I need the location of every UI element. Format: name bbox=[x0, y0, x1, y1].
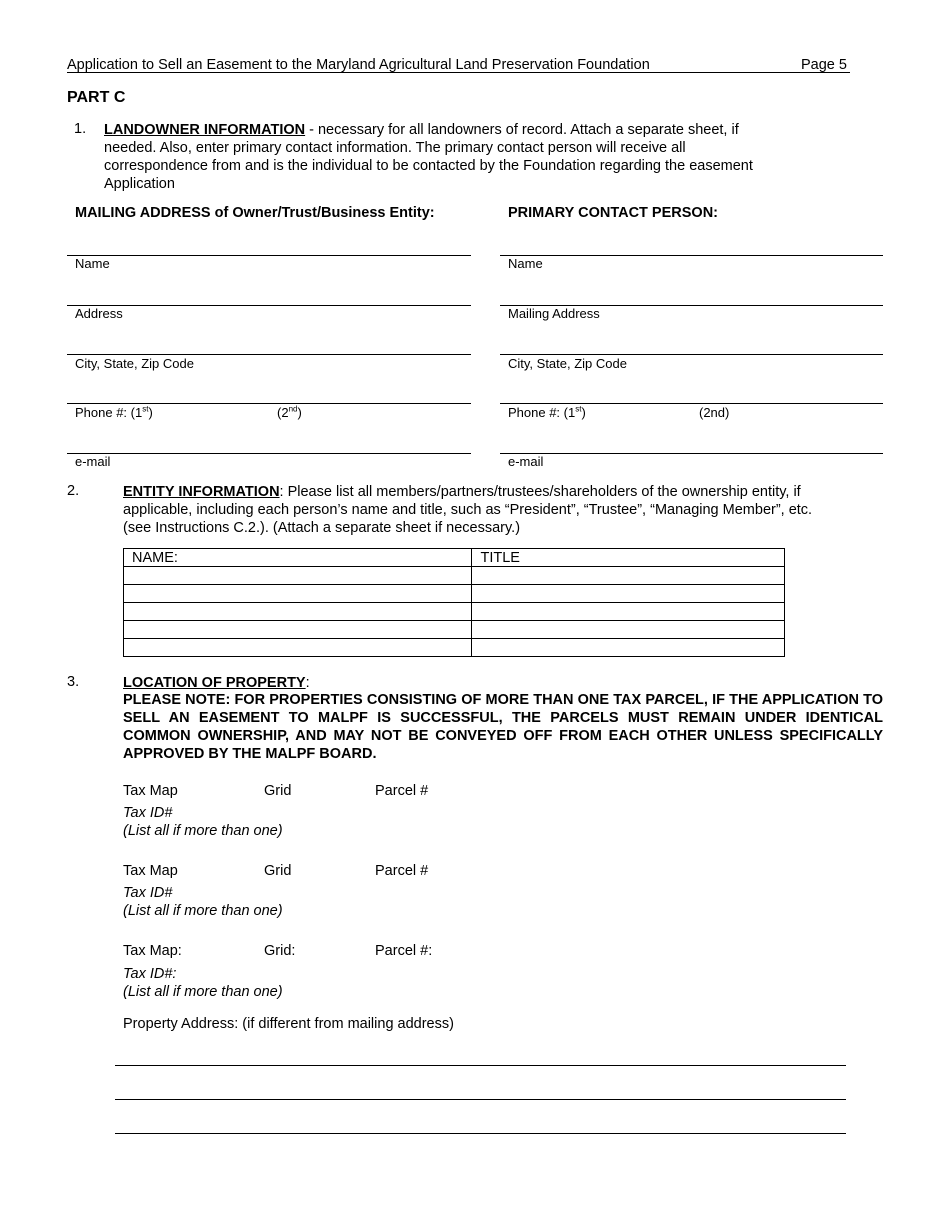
owner-email-field[interactable] bbox=[67, 453, 471, 454]
parcel-label: Parcel # bbox=[375, 783, 429, 799]
table-row bbox=[124, 603, 785, 621]
column-header-name: NAME: bbox=[124, 549, 472, 567]
section1-text-line1: - necessary for all landowners of record. Attach a separate sheet, if bbox=[305, 122, 739, 138]
name-cell[interactable] bbox=[124, 567, 472, 585]
section1-text-line2: needed. Also, enter primary contact information. The primary contact person will receive all bbox=[104, 140, 686, 156]
section2-text-line3: (see Instructions C.2.). (Attach a separate sheet if necessary.) bbox=[123, 520, 521, 536]
section2-number: 2. bbox=[67, 483, 80, 499]
section1-text-line4: Application bbox=[104, 176, 175, 192]
section1-heading: LANDOWNER INFORMATION bbox=[104, 122, 306, 138]
contact-city-label: City, State, Zip Code bbox=[508, 356, 627, 371]
document-header-title: Application to Sell an Easement to the Maryland Agricultural Land Preservation Foundation bbox=[67, 57, 650, 73]
owner-phone1-label: Phone #: (1st) bbox=[75, 404, 153, 420]
owner-mailing-heading: MAILING ADDRESS of Owner/Trust/Business Entity: bbox=[75, 205, 435, 221]
contact-phone-field[interactable] bbox=[500, 403, 883, 404]
owner-address-field[interactable] bbox=[67, 305, 471, 306]
property-address-line[interactable] bbox=[115, 1133, 846, 1134]
page-number: Page 5 bbox=[801, 57, 847, 73]
table-row bbox=[124, 621, 785, 639]
owner-name-label: Name bbox=[75, 256, 110, 271]
header-divider bbox=[67, 72, 850, 73]
parcel-label: Parcel #: bbox=[375, 943, 433, 959]
entity-members-table bbox=[123, 548, 785, 657]
title-cell[interactable] bbox=[472, 603, 785, 621]
tax-id-label: Tax ID# bbox=[123, 885, 173, 901]
contact-phone1-label: Phone #: (1st) bbox=[508, 404, 586, 420]
section3-heading: LOCATION OF PROPERTY bbox=[123, 675, 306, 691]
title-cell[interactable] bbox=[472, 567, 785, 585]
grid-label: Grid bbox=[264, 863, 292, 879]
owner-phone-field[interactable] bbox=[67, 403, 471, 404]
name-cell[interactable] bbox=[124, 603, 472, 621]
contact-name-field[interactable] bbox=[500, 255, 883, 256]
owner-phone2-label: (2nd) bbox=[277, 404, 302, 420]
section2-text-line1: : Please list all members/partners/trustees/shareholders of the ownership entity, if bbox=[279, 484, 801, 500]
table-row bbox=[124, 639, 785, 657]
table-row bbox=[124, 567, 785, 585]
section1-text-line3: correspondence from and is the individual to be contacted by the Foundation regarding the easement bbox=[104, 158, 753, 174]
part-title: PART C bbox=[67, 89, 126, 106]
name-cell[interactable] bbox=[124, 639, 472, 657]
tax-map-label: Tax Map bbox=[123, 863, 178, 879]
section2-heading: ENTITY INFORMATION bbox=[123, 484, 280, 500]
owner-email-label: e-mail bbox=[75, 454, 111, 469]
property-address-label: Property Address: (if different from mailing address) bbox=[123, 1016, 454, 1032]
property-address-line[interactable] bbox=[115, 1099, 846, 1100]
contact-city-field[interactable] bbox=[500, 354, 883, 355]
tax-id-label: Tax ID# bbox=[123, 805, 173, 821]
parcel-ownership-note: PLEASE NOTE: FOR PROPERTIES CONSISTING OF MORE THAN ONE TAX PARCEL, IF THE APPLICATION TO SELL AN EASEMENT TO MALPF IS SUCCESSFUL, THE PARCELS MUST REMAIN UNDER IDENTICAL COMMON OWNERSHIP, AND MAY NOT BE CONVEYED OFF FROM EACH OTHER UNLESS SPECIFICALLY APPROVED BY THE MALPF BOARD. bbox=[123, 692, 883, 762]
list-all-note: (List all if more than one) bbox=[123, 984, 283, 1000]
owner-city-label: City, State, Zip Code bbox=[75, 356, 194, 371]
grid-label: Grid: bbox=[264, 943, 296, 959]
owner-city-field[interactable] bbox=[67, 354, 471, 355]
section1-text bbox=[104, 121, 864, 193]
tax-map-label: Tax Map bbox=[123, 783, 178, 799]
grid-label: Grid bbox=[264, 783, 292, 799]
owner-name-field[interactable] bbox=[67, 255, 471, 256]
title-cell[interactable] bbox=[472, 639, 785, 657]
title-cell[interactable] bbox=[472, 621, 785, 639]
table-header-row bbox=[124, 549, 785, 567]
property-address-line[interactable] bbox=[115, 1065, 846, 1066]
list-all-note: (List all if more than one) bbox=[123, 903, 283, 919]
section1-number: 1. bbox=[74, 121, 87, 137]
owner-address-label: Address bbox=[75, 306, 123, 321]
name-cell[interactable] bbox=[124, 621, 472, 639]
contact-email-field[interactable] bbox=[500, 453, 883, 454]
section3-heading-line: LOCATION OF PROPERTY: bbox=[123, 675, 310, 691]
title-cell[interactable] bbox=[472, 585, 785, 603]
list-all-note: (List all if more than one) bbox=[123, 823, 283, 839]
table-row bbox=[124, 585, 785, 603]
name-cell[interactable] bbox=[124, 585, 472, 603]
section3-number: 3. bbox=[67, 674, 80, 690]
contact-phone2-label: (2nd) bbox=[699, 405, 730, 420]
tax-id-label: Tax ID#: bbox=[123, 966, 177, 982]
section2-text-line2: applicable, including each person’s name and title, such as “President”, “Trustee”, “Managing Member”, etc. bbox=[123, 502, 813, 518]
section2-text bbox=[123, 483, 893, 537]
contact-address-label: Mailing Address bbox=[508, 306, 600, 321]
contact-email-label: e-mail bbox=[508, 454, 544, 469]
column-header-title: TITLE bbox=[472, 549, 785, 567]
contact-name-label: Name bbox=[508, 256, 543, 271]
tax-map-label: Tax Map: bbox=[123, 943, 182, 959]
parcel-label: Parcel # bbox=[375, 863, 429, 879]
primary-contact-heading: PRIMARY CONTACT PERSON: bbox=[508, 205, 718, 221]
